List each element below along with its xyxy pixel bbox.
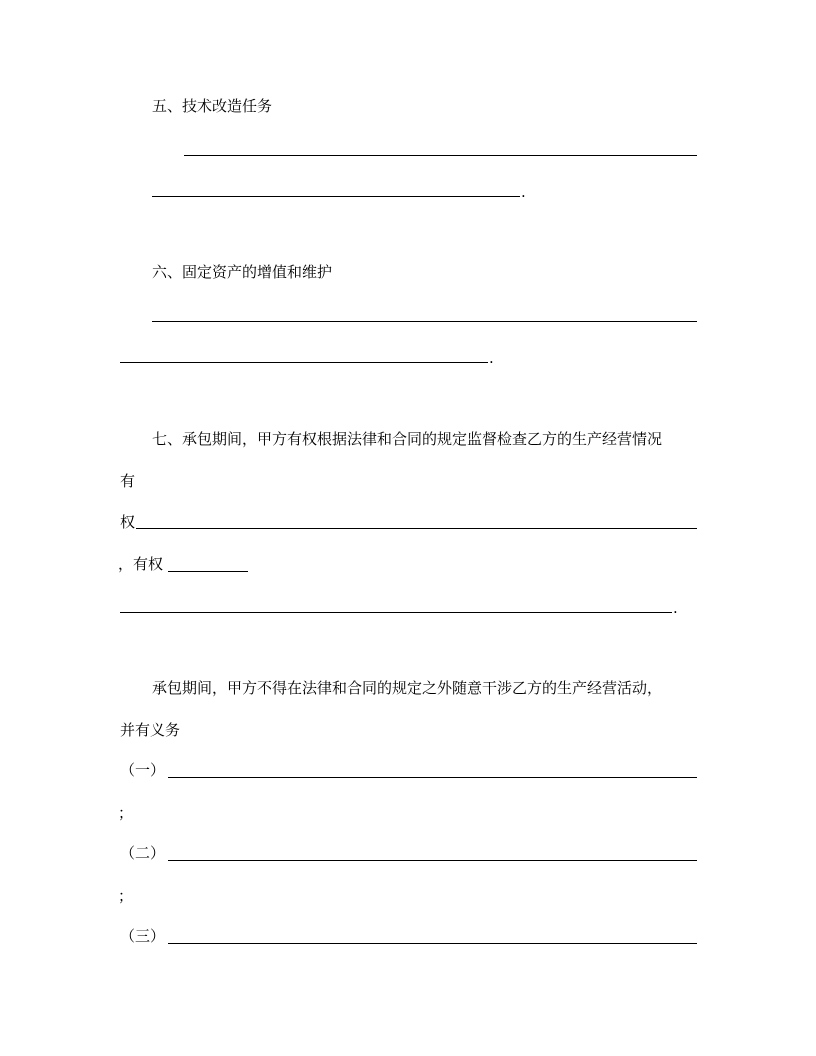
obligations-paragraph: 承包期间，甲方不得在法律和合同的规定之外随意干涉乙方的生产经营活动， [152,679,663,697]
section-6-blank-line-2 [120,362,488,363]
section-7-blank-line-1 [136,528,697,529]
section-5-blank-line-2 [152,196,520,197]
obligation-item-1-end-mark: ； [118,804,134,822]
section-7-youquan-text: ，有权 [118,555,164,573]
section-7-paragraph: 七、承包期间，甲方有权根据法律和合同的规定监督检查乙方的生产经营情况 [152,430,663,448]
obligations-intro: 并有义务 [120,721,181,739]
obligation-item-2-label: （二） [120,844,166,862]
obligation-item-3-label: （三） [120,927,166,945]
section-5-blank-line-1 [184,155,697,156]
section-7-blank-line-3 [120,612,672,613]
obligation-item-1-label: （一） [120,761,166,779]
section-6-blank-line-1 [152,321,697,322]
obligation-item-2-blank-line [168,860,697,861]
section-6-heading: 六、固定资产的增值和维护 [152,263,333,281]
obligation-item-3-blank-line [168,943,697,944]
section-7-blank-line-2 [168,571,248,572]
section-7-you-text: 有 [120,472,136,490]
section-5-heading: 五、技术改造任务 [152,97,273,115]
obligation-item-1-blank-line [168,777,697,778]
obligation-item-2-end-mark: ； [118,887,134,905]
section-6-end-mark: . [489,349,494,367]
section-7-end-mark: . [673,599,678,617]
section-5-end-mark: . [521,183,526,201]
section-7-quan-text: 权 [120,513,136,531]
